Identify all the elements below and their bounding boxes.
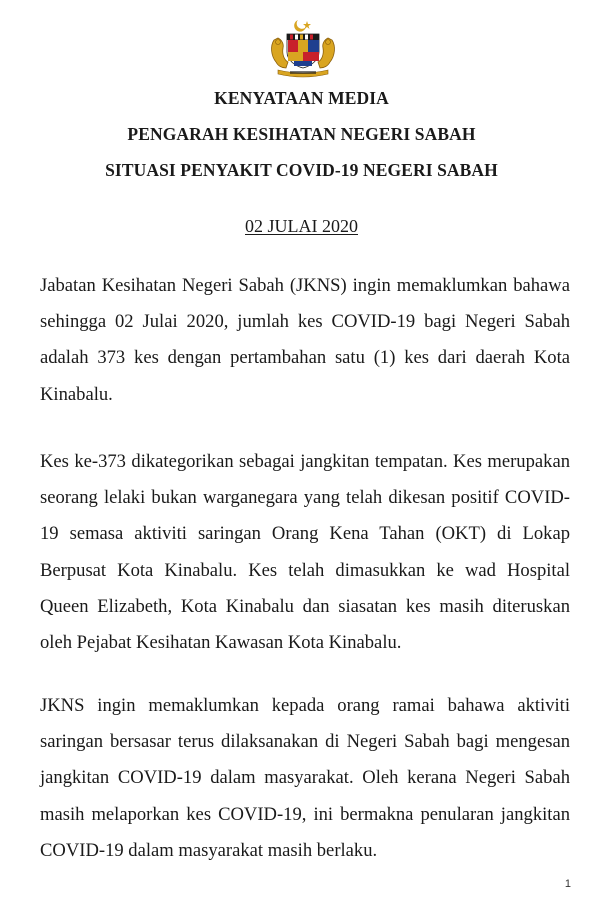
coat-of-arms-icon <box>268 18 338 78</box>
heading-director: PENGARAH KESIHATAN NEGERI SABAH <box>127 124 476 144</box>
page-number: 1 <box>564 878 571 890</box>
paragraph-3: JKNS ingin memaklumkan kepada orang ramai bahawa aktiviti saringan bersasar terus dilaksanakan di Negeri Sabah bagi mengesan jangkitan COVID-19 dalam masyarakat. Oleh kerana Negeri Sabah masih melaporkan kes COVID-19, ini bermakna penularan jangkitan COVID-19 dalam masyarakat masih berlaku. <box>40 695 570 861</box>
paragraph-1: Jabatan Kesihatan Negeri Sabah (JKNS) ingin memaklumkan bahawa sehingga 02 Julai 2020, jumlah kes COVID-19 bagi Negeri Sabah adalah 373 kes dengan pertambahan satu (1) kes dari daerah Kota Kinabalu. <box>40 275 570 405</box>
heading-media-statement: KENYATAAN MEDIA <box>214 88 389 108</box>
heading-situation: SITUASI PENYAKIT COVID-19 NEGERI SABAH <box>105 160 498 180</box>
paragraph-2: Kes ke-373 dikategorikan sebagai jangkitan tempatan. Kes merupakan seorang lelaki bukan warganegara yang telah dikesan positif COVID-19 semasa aktiviti saringan Orang Kena Tahan (OKT) di Lokap Berpusat Kota Kinabalu. Kes telah dimasukkan ke wad Hospital Queen Elizabeth, Kota Kinabalu dan siasatan kes masih diteruskan oleh Pejabat Kesihatan Kawasan Kota Kinabalu. <box>40 451 570 654</box>
statement-date: 02 JULAI 2020 <box>245 216 358 236</box>
